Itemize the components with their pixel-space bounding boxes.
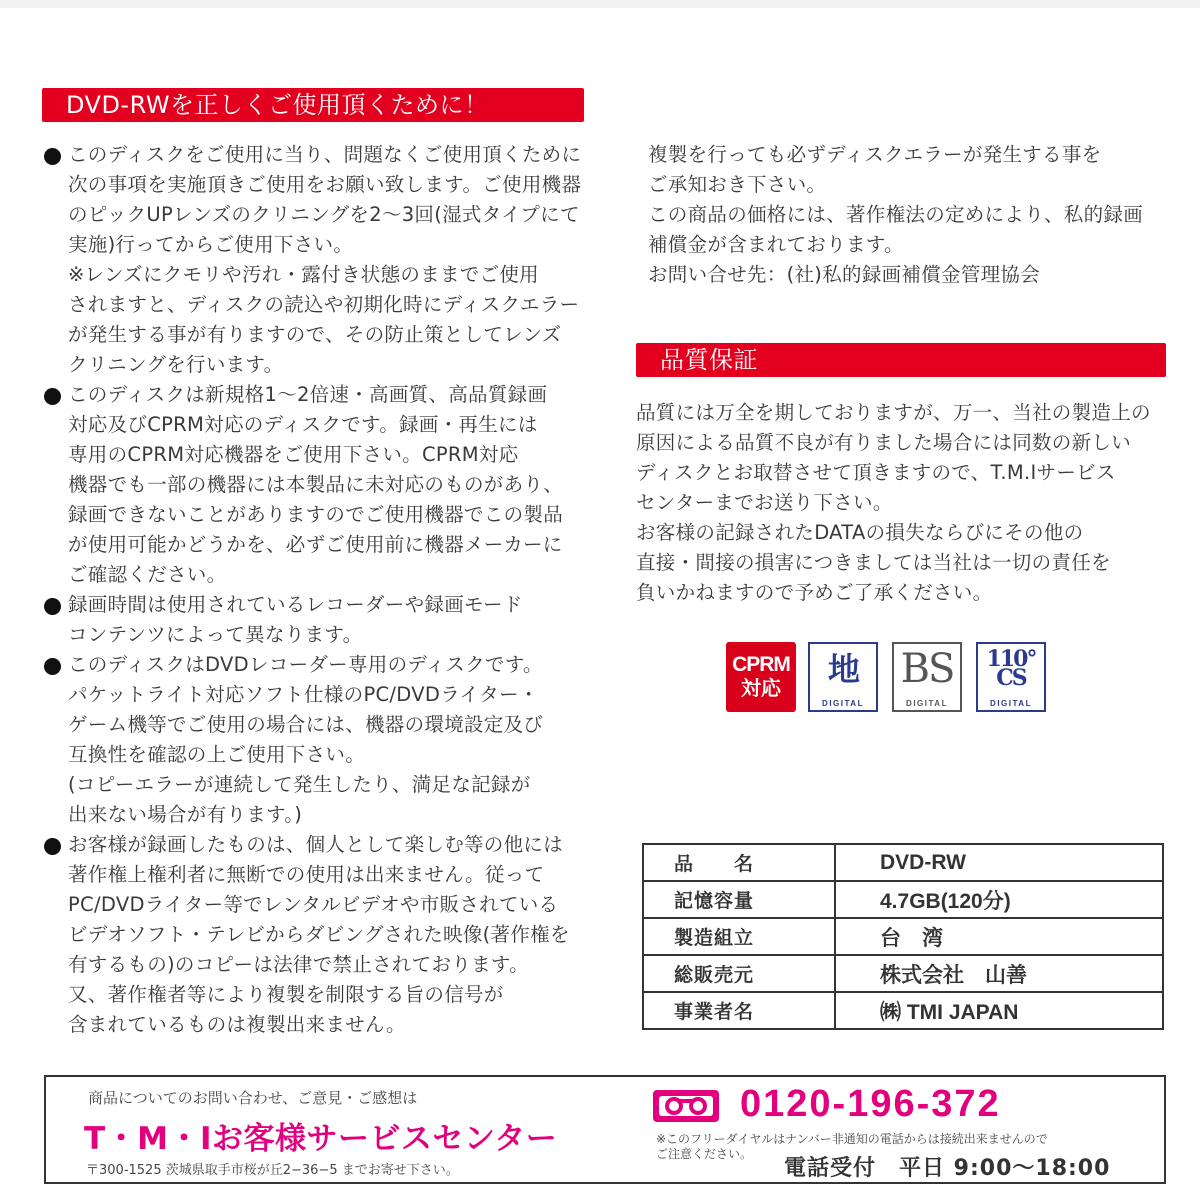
notice-line: 録画できないことがありますのでご使用機器でこの製品 <box>68 503 564 526</box>
notice-line: 機器でも一部の機器には本製品に未対応のものがあり、 <box>68 473 564 496</box>
quality-line: 原因による品質不良が有りました場合には同数の新しい <box>636 431 1132 454</box>
notice-line: クリニングを行います。 <box>68 353 284 376</box>
notice-line: のピックUPレンズのクリニングを2〜3回(湿式タイプにて <box>68 203 580 226</box>
service-center-address: 〒300-1525 茨城県取手市桜が丘2−36−5 までお寄せ下さい。 <box>86 1163 459 1178</box>
quality-guarantee-banner: 品質保証 <box>636 343 1166 377</box>
table-row <box>643 992 1163 1029</box>
usage-notice-list <box>42 140 590 1040</box>
notice-line: 出来ない場合が有ります。) <box>68 803 303 826</box>
top-edge <box>0 0 1200 8</box>
notice-line: 著作権上権利者に無断での使用は出来ません。従って <box>68 863 545 886</box>
bullet-dot-icon <box>44 598 61 615</box>
spec-value: ㈱ TMI JAPAN <box>835 992 1163 1029</box>
notice-line: このディスクはDVDレコーダー専用のディスクです。 <box>68 653 543 676</box>
table-row <box>643 918 1163 955</box>
notice-line: この商品の価格には、著作権法の定めにより、私的録画 <box>648 203 1144 226</box>
notice-line: コンテンツによって異なります。 <box>68 623 363 646</box>
notice-line: されますと、ディスクの読込や初期化時にディスクエラー <box>68 293 580 316</box>
notice-line: 含まれているものは複製出来ません。 <box>68 1013 406 1036</box>
notice-line: PC/DVDライター等でレンタルビデオや市販されている <box>68 893 559 916</box>
spec-value: DVD-RW <box>835 844 1163 881</box>
bullet-dot-icon <box>44 148 61 165</box>
notice-item-recording-time <box>42 590 590 650</box>
free-dial-note-line: ※このフリーダイヤルはナンバー非通知の電話からは接続出来ませんので <box>656 1132 1048 1146</box>
notice-item-copyright <box>42 830 590 1040</box>
notice-line: このディスクをご使用に当り、問題なくご使用頂くために <box>68 143 582 166</box>
spec-label: 総販売元 <box>643 955 835 992</box>
usage-notice-banner: DVD-RWを正しくご使用頂くために！ <box>42 88 584 122</box>
notice-line: が使用可能かどうかを、必ずご使用前に機器メーカーに <box>68 533 563 556</box>
quality-line: センターまでお送り下さい。 <box>636 491 893 514</box>
table-row <box>643 881 1163 918</box>
notice-line: 有するもの)のコピーは法律で禁止されております。 <box>68 953 529 976</box>
bullet-dot-icon <box>44 658 61 675</box>
notice-line: お問い合せ先：(社)私的録画補償金管理協会 <box>648 263 1041 286</box>
cs-digital-logo-text <box>986 646 1036 691</box>
inquiry-caption: 商品についてのお問い合わせ、ご意見・ご感想は <box>88 1089 418 1107</box>
notice-item-recorder-only <box>42 650 590 830</box>
notice-line: このディスクは新規格1〜2倍速・高画質、高品質録画 <box>68 383 548 406</box>
spec-label: 品 名 <box>643 844 835 881</box>
notice-line: 録画時間は使用されているレコーダーや録画モード <box>68 593 523 616</box>
notice-line: 実施)行ってからご使用下さい。 <box>68 233 354 256</box>
notice-line: 互換性を確認の上ご使用下さい。 <box>68 743 366 766</box>
terrestrial-digital-logo <box>808 642 878 712</box>
customer-service-footer <box>44 1075 1166 1184</box>
table-row <box>643 955 1163 992</box>
notice-line: お客様が録画したものは、個人として楽しむ等の他には <box>68 833 564 856</box>
notice-line: (コピーエラーが連続して発生したり、満足な記録が <box>68 773 531 796</box>
notice-item-cprm <box>42 380 590 590</box>
table-row <box>643 844 1163 881</box>
free-dial-icon <box>652 1089 720 1123</box>
cprm-logo-subtext: 対応 <box>741 676 781 700</box>
phone-hours: 電話受付 平日 9:00〜18:00 <box>784 1156 1111 1181</box>
service-center-name: T・M・Iお客様サービスセンター <box>84 1121 558 1157</box>
notice-line: 対応及びCPRM対応のディスクです。録画・再生には <box>68 413 538 436</box>
bs-digital-logo-text: BS <box>900 646 954 692</box>
logo-digital-label: DIGITAL <box>906 699 948 708</box>
cs-logo-top: 110° <box>986 646 1036 672</box>
logo-digital-label: DIGITAL <box>990 699 1032 708</box>
notice-line: パケットライト対応ソフト仕様のPC/DVDライター・ <box>68 683 539 706</box>
spec-label: 記憶容量 <box>643 881 835 918</box>
cs-digital-logo <box>976 642 1046 712</box>
quality-line: 負いかねますので予めご了承ください。 <box>636 581 993 604</box>
quality-line: 直接・間接の損害につきましては当社は一切の責任を <box>636 551 1111 574</box>
cs-logo-bottom: CS <box>996 665 1026 691</box>
bs-digital-logo <box>892 642 962 712</box>
spec-value: 株式会社 山善 <box>835 955 1163 992</box>
cprm-logo-text: CPRM <box>732 653 790 676</box>
free-dial-note-line: ご注意ください。 <box>656 1147 753 1161</box>
spec-label: 事業者名 <box>643 992 835 1029</box>
notice-line: 専用のCPRM対応機器をご使用下さい。CPRM対応 <box>68 443 519 466</box>
cprm-logo <box>726 642 796 712</box>
quality-guarantee-text <box>636 398 1176 608</box>
notice-line: ご確認ください。 <box>68 563 227 586</box>
notice-line: ゲーム機等でご使用の場合には、機器の環境設定及び <box>68 713 544 736</box>
notice-item-cleaning <box>42 140 590 380</box>
quality-line: 品質には万全を期しておりますが、万一、当社の製造上の <box>636 401 1151 424</box>
quality-line: ディスクとお取替させて頂きますので、T.M.Iサービス <box>636 461 1116 484</box>
notice-line: ビデオソフト・テレビからダビングされた映像(著作権を <box>68 923 570 946</box>
notice-line: 複製を行っても必ずディスクエラーが発生する事を <box>648 143 1102 166</box>
logo-digital-label: DIGITAL <box>822 699 864 708</box>
notice-line: 次の事項を実施頂きご使用をお願い致します。ご使用機器 <box>68 173 582 196</box>
product-spec-table <box>642 843 1164 1030</box>
notice-line: 補償金が含まれております。 <box>648 233 904 256</box>
bullet-dot-icon <box>44 388 61 405</box>
terrestrial-digital-logo-text: 地 <box>827 650 858 688</box>
notice-line: が発生する事が有りますので、その防止策としてレンズ <box>68 323 562 346</box>
notice-line: 又、著作権者等により複製を制限する旨の信号が <box>68 983 504 1006</box>
quality-line: お客様の記録されたDATAの損失ならびにその他の <box>636 521 1084 544</box>
notice-line: ※レンズにクモリや汚れ・露付き状態のままでご使用 <box>68 263 539 286</box>
copyright-continuation <box>648 140 1178 290</box>
spec-value: 台 湾 <box>835 918 1163 955</box>
spec-label: 製造組立 <box>643 918 835 955</box>
spec-value: 4.7GB(120分) <box>835 881 1163 918</box>
notice-line: ご承知おき下さい。 <box>648 173 827 196</box>
free-dial-number[interactable]: 0120-196-372 <box>740 1083 1001 1125</box>
bullet-dot-icon <box>44 838 61 855</box>
